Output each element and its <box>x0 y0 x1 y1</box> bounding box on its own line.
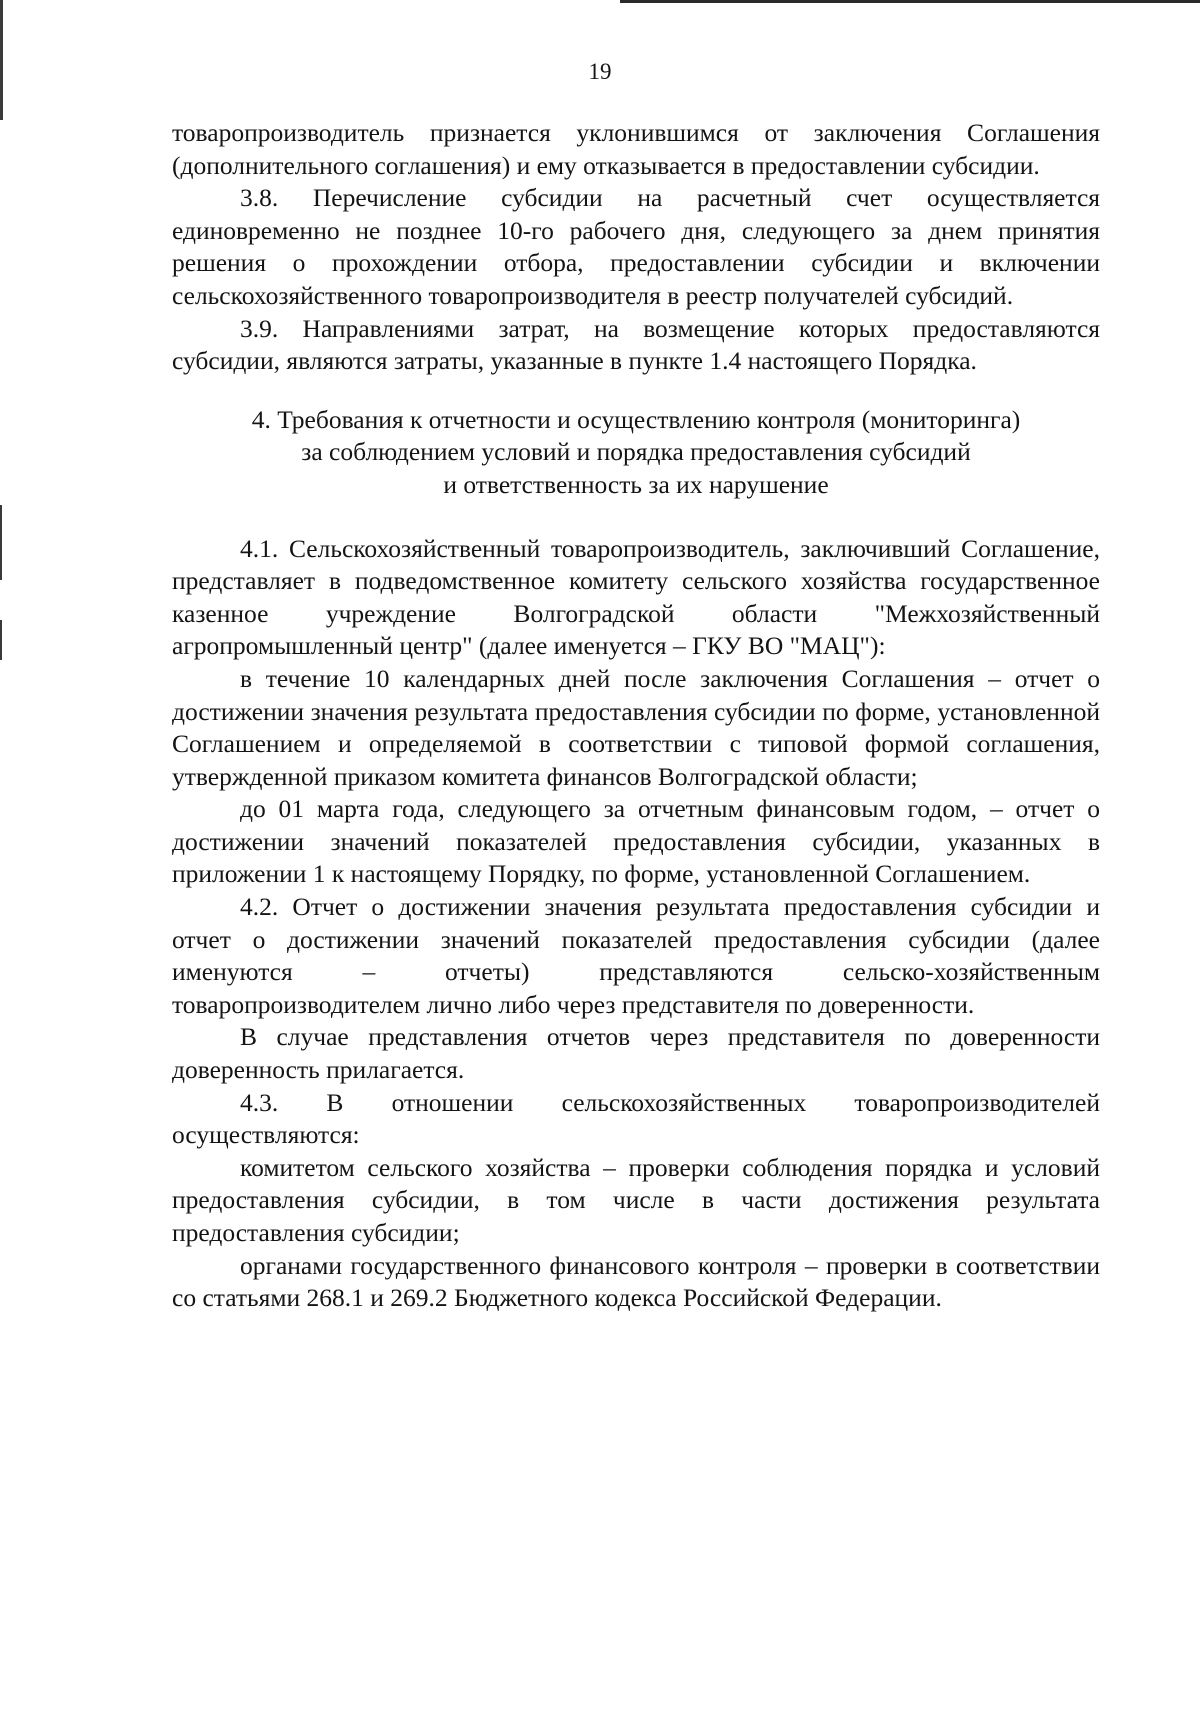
paragraph: В случае представления отчетов через представителя по доверенности доверенность прилагается. <box>172 1022 1100 1085</box>
paragraph: органами государственного финансового контроля – проверки в соответствии со статьями 268.1 и 269.2 Бюджетного кодекса Российской Федерации. <box>172 1250 1100 1313</box>
paragraph: товаропроизводитель признается уклонившимся от заключения Соглашения (дополнительного соглашения) и ему отказывается в предоставлении субсидии. <box>172 118 1100 180</box>
paragraph: в течение 10 календарных дней после заключения Соглашения – отчет о достижении значения результата предоставления субсидии по форме, установленной Соглашением и определяемой в соответствии с типовой формой соглашения, утвержденной приказом комитета финансов Волгоградской области; <box>172 663 1100 791</box>
scan-edge-top <box>620 0 1200 3</box>
paragraph-3-8: 3.8. Перечисление субсидии на расчетный счет осуществляется единовременно не позднее 10-го рабочего дня, следующего за днем принятия решения о прохождении отбора, предоставлении субсидии и включении сельскохозяйственного товаропроизводителя в реестр получателей субсидий. <box>172 183 1100 310</box>
paragraph: до 01 марта года, следующего за отчетным финансовым годом, – отчет о достижении значений показателей предоставления субсидии, указанных в приложении 1 к настоящему Порядку, по форме, установленной Соглашением. <box>172 794 1100 889</box>
paragraph-3-9: 3.9. Направлениями затрат, на возмещение которых предоставляются субсидии, являются затраты, указанные в пункте 1.4 настоящего Порядка. <box>172 313 1100 376</box>
section-heading-line: 4. Требования к отчетности и осуществлению контроля (мониторинга) <box>251 404 1021 434</box>
page-number: 19 <box>588 59 612 84</box>
section-heading-line: за соблюдением условий и порядка предоставления субсидий <box>301 437 971 467</box>
paragraph-4-3: 4.3. В отношении сельскохозяйственных товаропроизводителей осуществляются: <box>172 1087 1100 1150</box>
paragraph-4-2: 4.2. Отчет о достижении значения результата предоставления субсидии и отчет о достижении значений показателей предоставления субсидии (далее именуются – отчеты) представляются сельско-хозяйственным товаропроизводителем лично либо через представителя по доверенности. <box>172 892 1100 1019</box>
document-body <box>172 117 1100 1315</box>
paragraph: комитетом сельского хозяйства – проверки соблюдения порядка и условий предоставления субсидии, в том числе в части достижения результата предоставления субсидии; <box>172 1152 1100 1247</box>
section-heading <box>172 404 1100 502</box>
section-heading-line: и ответственность за их нарушение <box>443 469 829 499</box>
paragraph-4-1: 4.1. Сельскохозяйственный товаропроизводитель, заключивший Соглашение, представляет в подведомственное комитету сельского хозяйства государственное казенное учреждение Волгоградской области "Межхозяйственный агропромышленный центр" (далее именуется – ГКУ ВО "МАЦ"): <box>172 533 1100 661</box>
scan-edge-left <box>0 620 2 660</box>
scan-edge-left <box>0 505 2 580</box>
